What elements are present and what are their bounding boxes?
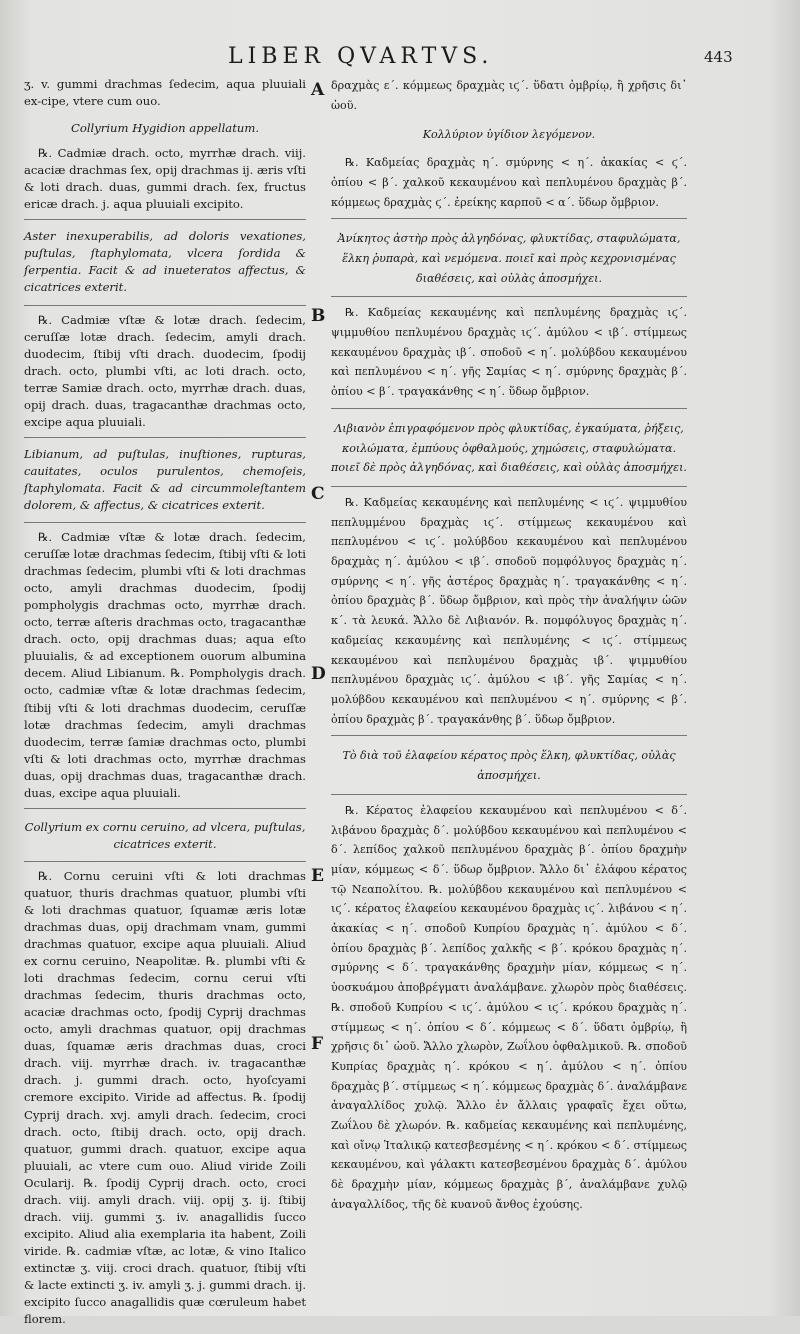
margin-letter-a: A <box>311 80 325 100</box>
running-title: LIBER QVARTVS. <box>228 44 494 69</box>
greek-column <box>331 76 687 1221</box>
greek-heading-hygidion: Κολλύριον ὑγίδιον λεγόμενον. <box>422 128 596 142</box>
latin-paragraph-4: ℞. Cornu ceruini vſti & loti drachmas quatuor, thuris drachmas quatuor, plumbi vſti & loti drachmas quatuor, ſquamæ æris lotæ drachmas duas, opij drachmam vnam, gummi drachmas quatuor, excipe aqua pluuiali. Aliud ex cornu ceruino, Neapolitæ. ℞. plumbi vſti & loti drachmas ſedecim, cornu cerui vſti drachmas ſedecim, thuris drachmas octo, acaciæ drachmas octo, ſpodij Cyprij drachmas octo, amyli drachmas quatuor, opij drachmas duas, ſquamæ æris drachmas duas, croci drach. viij. myrrhæ drach. iv. tragacanthæ drach. j. gummi drach. octo, hyoſcyami cremore excipito. Viride ad affectus. ℞. ſpodij Cyprij drach. xvj. amyli drach. ſedecim, croci drach. octo, ſtibij drach. octo, opij drach. quatuor, gummi drach. quatuor, excipe aqua pluuiali, ac vtere cum ouo. Aliud viride Zoili Ocularij. ℞. ſpodij Cyprij drach. octo, croci drach. viij. amyli drach. viij. opij ʒ. ij. ſtibij drach. viij. gummi ʒ. iv. anagallidis ſucco excipito. Aliud alia exemplaria ita habent, Zoili viride. ℞. cadmiæ vſtæ, ac lotæ, & vino Italico extinctæ ʒ. viij. croci drach. quatuor, ſtibij vſti & lacte extincti ʒ. iv. amyli ʒ. j. gummi drach. ij. excipito ſucco anagallidis quæ cœruleum habet florem. <box>24 868 306 1327</box>
greek-paragraph-4: ℞. Κέρατος ἐλαφείου κεκαυμένου καὶ πεπλυμένου < δ΄. λιβάνου δραχμὰς δ΄. μολύβδου κεκαυμένου καὶ πεπλυμένου < δ΄. λεπίδος χαλκοῦ πεπλυμένου δραχμὰς β΄. ὀπίου δραχμὴν μίαν, κόμμεως < δ΄. ὕδωρ ὄμβριον. Ἄλλο δι᾿ ἐλάφου κέρατος τῷ Νεαπολίτου. ℞. μολύβδου κεκαυμένου καὶ πεπλυμένου < ιϛ΄. κέρατος ἐλαφείου κεκαυμένου δραχμὰς ιϛ΄. λιβάνου < η΄. ἀκακίας < η΄. σποδοῦ Κυπρίου δραχμὰς η΄. ἀμύλου < δ΄. ὀπίου δραχμὰς β΄. λεπίδος χαλκῆς < β΄. κρόκου δραχμὰς η΄. σμύρνης < δ΄. τραγακάνθης δραχμὴν μίαν, κόμμεως < η΄. ὑοσκυάμου ἀποβρέγματι ἀναλάμβανε. χλωρὸν πρὸς διαθέσεις. ℞. σποδοῦ Κυπρίου < ιϛ΄. ἀμύλου < ιϛ΄. κρόκου δραχμὰς η΄. στίμμεως < η΄. ὀπίου < δ΄. κόμμεως < δ΄. ὕδατι ὀμβρίῳ, ἢ χρῆσις δι᾿ ὠοῦ. Ἄλλο χλωρὸν, Ζωΐλου ὀφθαλμικοῦ. ℞. σποδοῦ Κυπρίας δραχμὰς η΄. κρόκου < η΄. ἀμύλου < η΄. ὀπίου δραχμὰς β΄. στίμμεως < η΄. κόμμεως δραχμὰς δ΄. ἀναλάμβανε ἀναγαλλίδος χυλῷ. Ἄλλο ἐν ἄλλαις γραφαῖς ἔχει οὕτω, Ζωΐλου δὲ χλωρόν. ℞. καδμείας κεκαυμένης καὶ πεπλυμένης, καὶ οἴνῳ Ἰταλικῷ κατεσβεσμένης < η΄. κρόκου < δ΄. στίμμεως κεκαυμένου, καὶ γάλακτι κατεσβεσμένου δραχμὰς δ΄. ἀμύλου δὲ δραχμὴν μίαν, κόμμεως δραχμὰς β΄, ἀναλάμβανε χυλῷ ἀναγαλλίδος, τῆς δὲ κυανοῦ ἄνθος ἐχούσης. <box>331 803 687 1211</box>
greek-paragraph-3: ℞. Καδμείας κεκαυμένης καὶ πεπλυμένης < ιϛ΄. ψιμμυθίου πεπλυμμένου δραχμὰς ιϛ΄. στίμμεως κεκαυμένου καὶ πεπλυμένου < ιϛ΄. μολύβδου κεκαυμένου καὶ πεπλυμένου δραχμὰς η΄. ἀμύλου < ιβ΄. σποδοῦ πομφόλυγος δραχμὰς η΄. σμύρνης < η΄. γῆς ἀστέρος δραχμὰς η΄. τραγακάνθης < η΄. ὀπίου δραχμὰς β΄. ὕδωρ ὄμβριον, καὶ πρὸς τὴν ἀναλήψιν ὠῶν κ΄. τὰ λευκά. Ἄλλο δὲ Λιβιανόν. ℞. πομφόλυγος δραχμὰς η΄. καδμείας κεκαυμένης καὶ πεπλυμένης < ιϛ΄. στίμμεως κεκαυμένου καὶ πεπλυμένου δραχμὰς ιβ΄. ψιμμυθίου πεπλυμένου δραχμὰς ιϛ΄. ἀμύλου < ιβ΄. γῆς Σαμίας < η΄. μολύβδου κεκαυμένου καὶ πεπλυμένου < η΄. σμύρνης < β΄. ὀπίου δραχμὰς β΄. τραγακάνθης β΄. ὕδωρ ὄμβριον. <box>331 495 687 726</box>
divider <box>24 861 306 862</box>
divider <box>331 218 687 219</box>
latin-paragraph-1: ℞. Cadmiæ drach. octo, myrrhæ drach. viij. acaciæ drachmas ſex, opij drachmas ij. æris vſti & loti drach. duas, gummi drach. ſex, fructus ericæ drach. j. aqua pluuiali excipito. <box>24 146 306 212</box>
page-header <box>0 42 800 72</box>
margin-letter-b: B <box>311 306 326 326</box>
greek-paragraph-2: ℞. Καδμείας κεκαυμένης καὶ πεπλυμένης δραχμὰς ιϛ΄. ψιμμυθίου πεπλυμένου δραχμὰς ιϛ΄. ἀμύλου < ιβ΄. στίμμεως κεκαυμένου δραχμὰς ιβ΄. σποδοῦ < η΄. μολύβδου κεκαυμένου καὶ πεπλυμένου < η΄. γῆς Σαμίας < η΄. σμύρνης δραχμὰς β΄. ὀπίου < β΄. τραγακάνθης < η΄. ὕδωρ ὄμβριον. <box>331 306 687 399</box>
divider <box>331 794 687 795</box>
margin-letter-f: F <box>311 1034 324 1054</box>
margin-letter-d: D <box>311 664 326 684</box>
latin-paragraph-3: ℞. Cadmiæ vſtæ & lotæ drach. ſedecim, ceruſſæ lotæ drachmas ſedecim, ſtibij vſti & loti drachmas ſedecim, plumbi vſti & loti drachmas octo, amyli drachmas duodecim, ſpodij pompholygis drachmas octo, myrrhæ drach. octo, terræ aſteris drachmas octo, tragacanthæ drach. octo, opij drachmas duas; aqua eſto pluuialis, & ad exceptionem ouorum albumina decem. Aliud Libianum. ℞. Pompholygis drach. octo, cadmiæ vſtæ & lotæ drachmas ſedecim, ſtibij vſti & loti drachmas duodecim, ceruſſæ lotæ drachmas ſedecim, amyli drachmas duodecim, terræ ſamiæ drachmas octo, plumbi vſti & loti drachmas octo, myrrhæ drachmas duas, opij drachmas duas, tragacanthæ drach. duas, excipe aqua pluuiali. <box>24 530 306 800</box>
latin-heading-libianum: Libianum, ad puſtulas, inuſtiones, rupturas, cauitates, oculos purulentos, chemoſeis, ſtaphylomata. Facit & ad circummoleſtantem dolorem, & affectus, & cicatrices exterit. <box>24 446 306 512</box>
divider <box>24 522 306 523</box>
greek-heading-libianum: Λιβιανὸν ἐπιγραφόμενον πρὸς φλυκτίδας, ἐγκαύματα, ῥήξεις, κοιλώματα, ἐμπύους ὀφθαλμούς, χημώσεις, σταφυλώματα. ποιεῖ δὲ πρὸς ἀλγηδόνας, καὶ διαθέσεις, καὶ οὐλὰς ἀποσμήχει. <box>331 421 687 475</box>
latin-heading-aster: Aster inexuperabilis, ad doloris vexationes, puſtulas, ſtaphylomata, vlcera ſordida & ſerpentia. Facit & ad inueteratos affectus, & cicatrices exterit. <box>24 229 306 295</box>
divider <box>331 296 687 297</box>
margin-letter-c: C <box>311 484 325 504</box>
greek-heading-cornu: Τὸ διὰ τοῦ ἐλαφείου κέρατος πρὸς ἕλκη, φλυκτίδας, οὐλὰς ἀποσμήχει. <box>342 749 676 783</box>
divider <box>331 486 687 487</box>
latin-heading-hygidion: Collyrium Hygidion appellatum. <box>70 121 259 136</box>
margin-letter-e: E <box>311 866 324 886</box>
greek-paragraph-1: ℞. Καδμείας δραχμὰς η΄. σμύρνης < η΄. ἀκακίας < ϛ΄. ὀπίου < β΄. χαλκοῦ κεκαυμένου καὶ πεπλυμένου δραχμὰς β΄. κόμμεως δραχμὰς ϛ΄. ἐρείκης καρποῦ < α΄. ὕδωρ ὄμβριον. <box>331 156 687 209</box>
divider <box>331 408 687 409</box>
page-number: 443 <box>704 48 733 66</box>
latin-paragraph-2: ℞. Cadmiæ vſtæ & lotæ drach. ſedecim, ceruſſæ lotæ drach. ſedecim, amyli drach. duodecim, ſtibij vſti drach. duodecim, ſpodij drach. octo, plumbi vſti, ac loti drach. octo, terræ Samiæ drach. octo, myrrhæ drach. duas, opij drach. duas, tragacanthæ drachmas octo, excipe aqua pluuiali. <box>24 312 306 429</box>
latin-column <box>24 76 306 1334</box>
divider <box>24 808 306 809</box>
divider <box>24 305 306 306</box>
latin-paragraph-0: ʒ. v. gummi drachmas ſedecim, aqua pluuiali ex-cipe, vtere cum ouo. <box>24 77 306 109</box>
greek-heading-aster: Ἀνίκητος ἀστὴρ πρὸς ἀλγηδόνας, φλυκτίδας, σταφυλώματα, ἕλκη ῥυπαρὰ, καὶ νεμόμενα. ποιεῖ καὶ πρὸς κεχρονισμένας διαθέσεις, καὶ οὐλὰς ἀποσμήχει. <box>337 232 681 285</box>
divider <box>24 219 306 220</box>
latin-heading-cornu: Collyrium ex cornu ceruino, ad vlcera, puſtulas, cicatrices exterit. <box>24 819 306 851</box>
divider <box>331 735 687 736</box>
greek-paragraph-0: δραχμὰς ε΄. κόμμεως δραχμὰς ιϛ΄. ὕδατι ὀμβρίῳ, ἢ χρῆσις δι᾿ ὠοῦ. <box>331 79 687 112</box>
divider <box>24 437 306 438</box>
